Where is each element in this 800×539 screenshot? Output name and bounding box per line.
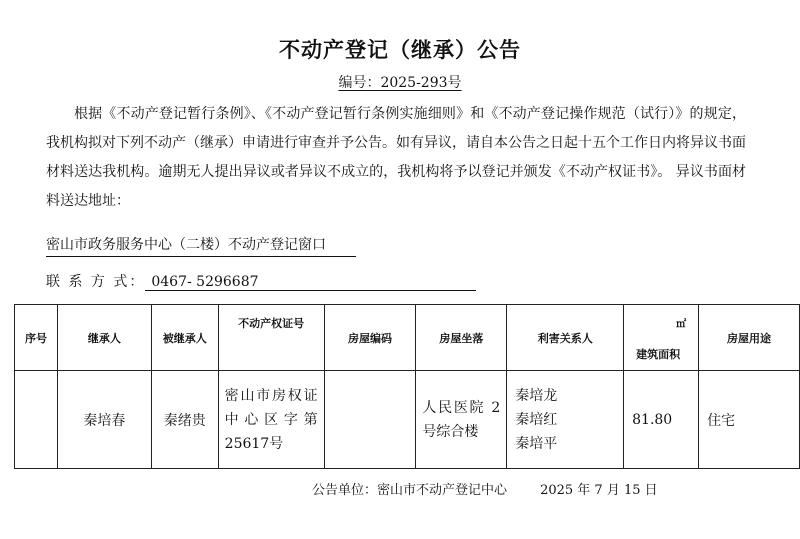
table-header-row bbox=[15, 305, 800, 371]
header-interested: 利害关系人 bbox=[507, 305, 624, 371]
notice-title: 不动产登记（继承）公告 bbox=[279, 38, 521, 62]
header-cert: 不动产权证号 bbox=[218, 305, 324, 371]
notice-paragraph: 根据《不动产登记暂行条例》、《不动产登记暂行条例实施细则》和《不动产登记操作规范（试行）》的规定，我机构拟对下列不动产（继承）申请进行审查并予公告。如有异议，请自本公告之日起十五个工作日内将异议书面材料送达我机构。逾期无人提出异议或者异议不成立的，我机构将予以登记并颁发《不动产权证书》。 异议书面材料送达地址： bbox=[46, 106, 746, 209]
footer-issuer: 公告单位：密山市不动产登记中心 bbox=[312, 483, 508, 498]
cell-cert: 密山市房权证中心区字第25617号 bbox=[218, 371, 324, 469]
header-usage: 房屋用途 bbox=[699, 305, 800, 371]
header-heir: 继承人 bbox=[57, 305, 151, 371]
objection-address: 密山市政务服务中心（二楼）不动产登记窗口 bbox=[46, 234, 356, 257]
interested-party: 秦培红 bbox=[515, 411, 558, 428]
footer-date: 2025 年 7 月 15 日 bbox=[540, 483, 658, 498]
notice-body bbox=[46, 100, 746, 216]
cell-house-code bbox=[324, 371, 416, 469]
cell-interested bbox=[507, 371, 624, 469]
cell-heir: 秦培春 bbox=[57, 371, 151, 469]
cell-seq bbox=[15, 371, 58, 469]
header-area bbox=[624, 305, 699, 371]
cell-location: 人民医院 2号综合楼 bbox=[416, 371, 507, 469]
notice-number-text: 编号：2025-293号 bbox=[338, 75, 462, 91]
table-row bbox=[15, 371, 800, 469]
interested-party: 秦培平 bbox=[515, 435, 558, 452]
header-location: 房屋坐落 bbox=[416, 305, 507, 371]
cell-decedent: 秦绪贵 bbox=[151, 371, 218, 469]
cell-usage: 住宅 bbox=[699, 371, 800, 469]
interested-party: 秦培龙 bbox=[515, 387, 558, 404]
contact-value: 0467- 5296687 bbox=[145, 274, 476, 291]
registration-table bbox=[14, 304, 800, 469]
header-seq: 序号 bbox=[15, 305, 58, 371]
header-area-unit: ㎡ bbox=[676, 319, 687, 330]
contact-line bbox=[46, 271, 476, 291]
cell-area: 81.80 bbox=[624, 371, 699, 469]
notice-number bbox=[0, 72, 800, 92]
header-decedent: 被继承人 bbox=[151, 305, 218, 371]
contact-label: 联 系 方 式： bbox=[46, 274, 146, 290]
notice-footer bbox=[312, 479, 658, 498]
header-area-label: 建筑面积 bbox=[636, 348, 681, 361]
header-house-code: 房屋编码 bbox=[324, 305, 416, 371]
